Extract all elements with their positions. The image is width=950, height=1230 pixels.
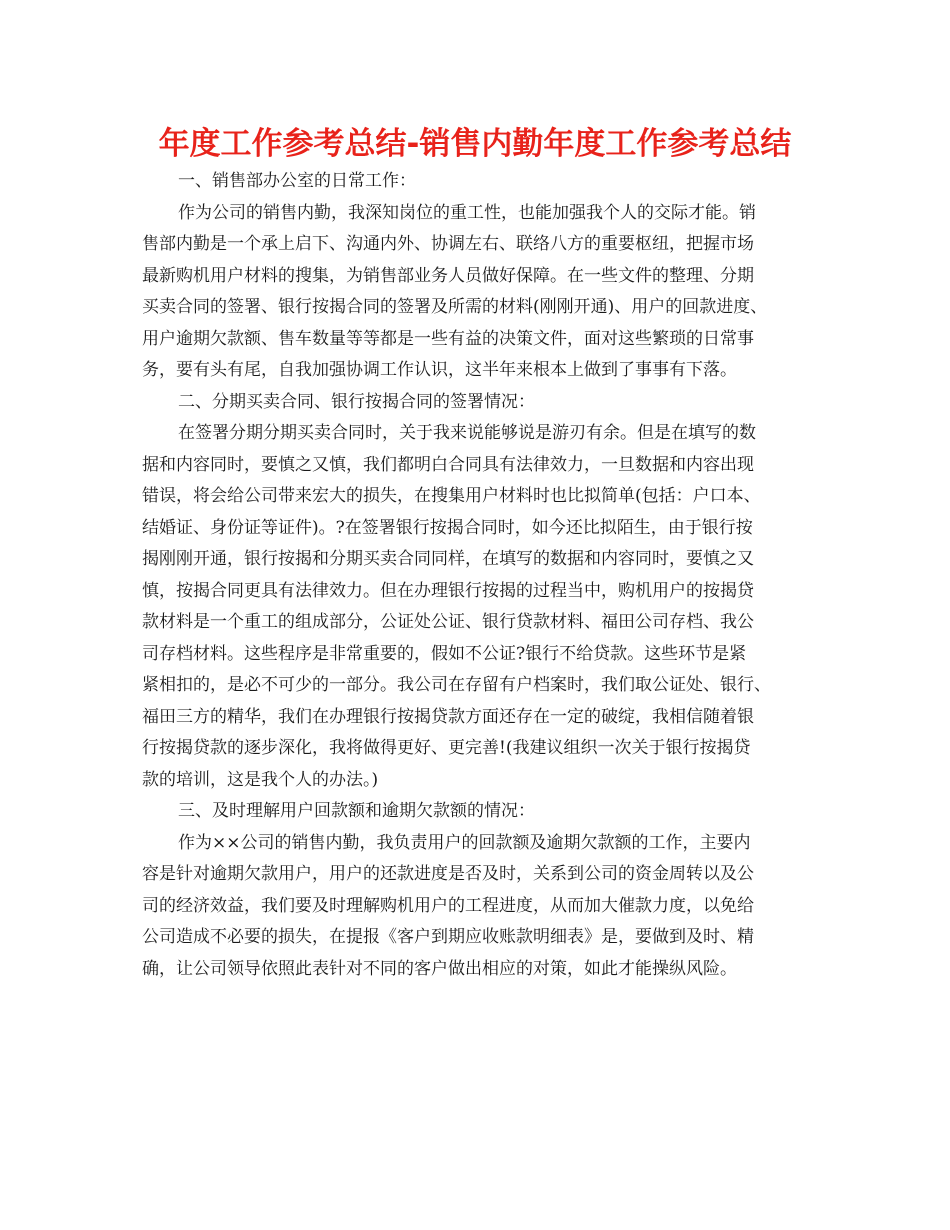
paragraph-line: 紧相扣的，是必不可少的一部分。我公司在存留有户档案时，我们取公证处、银行、 xyxy=(142,675,771,695)
paragraph-line: 司的经济效益，我们要及时理解购机用户的工程进度，从而加大催款力度，以免给 xyxy=(142,895,754,916)
paragraph-line: 揭刚刚开通，银行按揭和分期买卖合同同样，在填写的数据和内容同时，要慎之又 xyxy=(142,549,754,569)
paragraph-line: 作为公司的销售内勤，我深知岗位的重工性，也能加强我个人的交际才能。销 xyxy=(178,202,756,223)
paragraph-line: 买卖合同的签署、银行按揭合同的签署及所需的材料(刚刚开通)、用户的回款进度、 xyxy=(142,297,768,317)
paragraph-line: 行按揭贷款的逐步深化，我将做得更好、更完善!(我建议组织一次关于银行按揭贷 xyxy=(142,738,751,758)
paragraph-line: 司存档材料。这些程序是非常重要的，假如不公证?银行不给贷款。这些环节是紧 xyxy=(142,643,747,664)
paragraph-line: 在签署分期分期买卖合同时，关于我来说能够说是游刃有余。但是在填写的数 xyxy=(178,423,756,443)
paragraph-line: 作为××公司的销售内勤，我负责用户的回款额及逾期欠款额的工作，主要内 xyxy=(178,832,751,853)
paragraph-line: 错误，将会给公司带来宏大的损失，在搜集用户材料时也比拟简单(包括：户口本、 xyxy=(142,486,761,506)
paragraph-line: 容是针对逾期欠款用户，用户的还款进度是否及时，关系到公司的资金周转以及公 xyxy=(142,864,754,884)
paragraph-line: 款材料是一个重工的组成部分，公证处公证、银行贷款材料、福田公司存档、我公 xyxy=(142,612,754,632)
paragraph-line: 结婚证、身份证等证件)。?在签署银行按揭合同时，如今还比拟陌生，由于银行按 xyxy=(142,517,753,538)
paragraph-line: 公司造成不必要的损失，在提报《客户到期应收账款明细表》是，要做到及时、精 xyxy=(142,927,754,947)
paragraph-line: 款的培训，这是我个人的办法。) xyxy=(142,769,379,790)
document-body xyxy=(142,166,810,985)
paragraph-line: 福田三方的精华，我们在办理银行按揭贷款方面还存在一定的破绽，我相信随着银 xyxy=(142,706,754,727)
section-heading-2: 二、分期买卖合同、银行按揭合同的签署情况： xyxy=(178,391,535,412)
section-heading-3: 三、及时理解用户回款额和逾期欠款额的情况： xyxy=(178,801,535,821)
section-heading-1: 一、销售部办公室的日常工作： xyxy=(178,171,416,191)
paragraph-line: 最新购机用户材料的搜集，为销售部业务人员做好保障。在一些文件的整理、分期 xyxy=(142,265,754,286)
paragraph-line: 据和内容同时，要慎之又慎，我们都明白合同具有法律效力，一旦数据和内容出现 xyxy=(142,454,754,475)
document-title: 年度工作参考总结-销售内勤年度工作参考总结 xyxy=(158,126,792,162)
paragraph-line: 用户逾期欠款额、售车数量等等都是一些有益的决策文件，面对这些繁琐的日常事 xyxy=(142,328,754,349)
paragraph-line: 慎，按揭合同更具有法律效力。但在办理银行按揭的过程当中，购机用户的按揭贷 xyxy=(142,580,754,601)
paragraph-line: 务，要有头有尾，自我加强协调工作认识，这半年来根本上做到了事事有下落。 xyxy=(142,360,737,380)
paragraph-line: 确，让公司领导依照此表针对不同的客户做出相应的对策，如此才能操纵风险。 xyxy=(142,958,737,979)
paragraph-line: 售部内勤是一个承上启下、沟通内外、协调左右、联络八方的重要枢纽，把握市场 xyxy=(142,234,754,254)
